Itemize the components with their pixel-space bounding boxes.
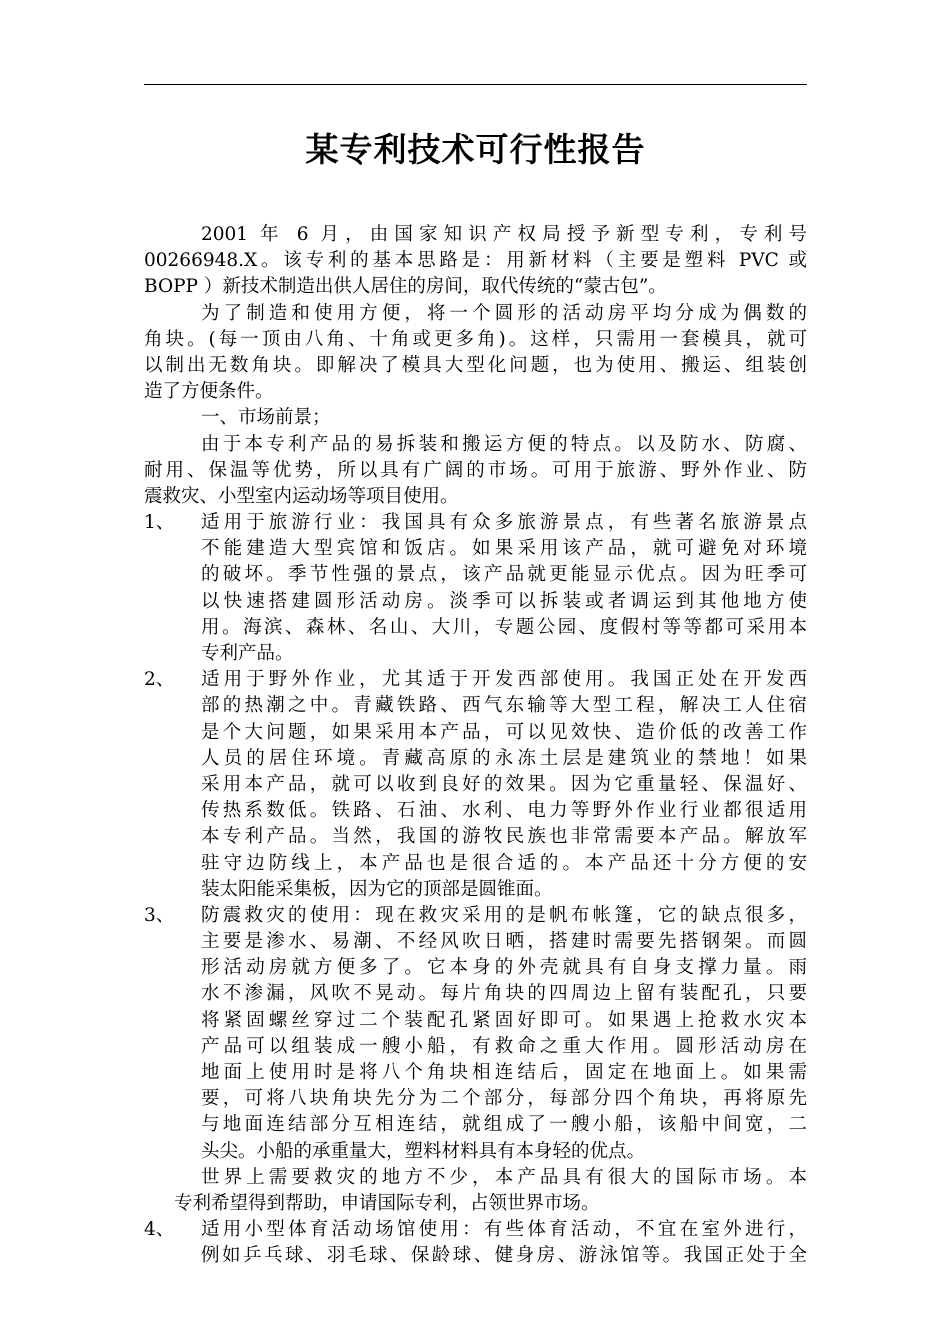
list-item-line: 驻守边防线上，本产品也是很合适的。本产品还十分方便的安 — [201, 852, 807, 874]
paragraph-line: 世界上需要救灾的地方不少，本产品具有很大的国际市场。本 — [201, 1166, 807, 1188]
list-item-text: 防震救灾的使用：现在救灾采用的是帆布帐篷，它的缺点很多， — [201, 904, 807, 926]
list-item-line: 与地面连结部分互相连结，就组成了一艘小船，该船中间宽，二 — [201, 1114, 807, 1136]
list-item-line: 头尖。小船的承重量大，塑料材料具有本身轻的优点。 — [201, 1140, 646, 1162]
paragraph-line: BOPP ）新技术制造出供人居住的房间，取代传统的“蒙古包”。 — [144, 276, 667, 298]
list-item-line: 要，可将八块角块先分为二个部分，每部分四个角块，再将原先 — [201, 1088, 807, 1110]
list-item-text: 适用于旅游行业：我国具有众多旅游景点，有些著名旅游景点 — [201, 512, 807, 534]
list-item-line: 部的热潮之中。青藏铁路、西气东输等大型工程，解决工人住宿 — [201, 695, 807, 717]
list-item-line — [144, 510, 807, 536]
list-item-line: 的破坏。季节性强的景点，该产品就更能显示优点。因为旺季可 — [201, 564, 807, 586]
paragraph-line: 震救灾、小型室内运动场等项目使用。 — [144, 485, 459, 507]
list-item-text: 适用于野外作业，尤其适于开发西部使用。我国正处在开发西 — [201, 669, 807, 691]
list-item-line: 将紧固螺丝穿过二个装配孔紧固好即可。如果遇上抢救水灾本 — [201, 1009, 807, 1031]
document-body — [144, 222, 807, 1270]
list-item-line: 人员的居住环境。青藏高原的永冻土层是建筑业的禁地！如果 — [201, 747, 807, 769]
document-title: 某专利技术可行性报告 — [305, 130, 646, 169]
list-item-line: 以快速搭建圆形活动房。淡季可以拆装或者调运到其他地方使 — [201, 590, 807, 612]
list-item-number: 2、 — [144, 669, 175, 691]
list-item-line: 例如乒乓球、羽毛球、保龄球、健身房、游泳馆等。我国正处于全 — [201, 1245, 807, 1267]
paragraph-line: 以制出无数角块。即解决了模具大型化问题，也为使用、搬运、组装创 — [144, 354, 807, 376]
list-item-text: 适用小型体育活动场馆使用：有些体育活动，不宜在室外进行， — [201, 1219, 807, 1241]
paragraph-line: 耐用、保温等优势，所以具有广阔的市场。可用于旅游、野外作业、防 — [144, 459, 807, 481]
list-item-line: 采用本产品，就可以收到良好的效果。因为它重量轻、保温好、 — [201, 773, 807, 795]
header-rule — [144, 84, 807, 85]
list-item-line: 产品可以组装成一艘小船，有救命之重大作用。圆形活动房在 — [201, 1035, 807, 1057]
list-item-line: 专利产品。 — [201, 643, 294, 664]
list-item-line: 传热系数低。铁路、石油、水利、电力等野外作业行业都很适用 — [201, 800, 807, 822]
list-item-line — [144, 667, 807, 693]
paragraph-line: 由于本专利产品的易拆装和搬运方便的特点。以及防水、防腐、 — [201, 433, 807, 455]
list-item-line: 是个大问题，如果采用本产品，可以见效快、造价低的改善工作 — [201, 721, 807, 743]
list-item-line: 本专利产品。当然，我国的游牧民族也非常需要本产品。解放军 — [201, 826, 807, 848]
list-item-number: 3、 — [144, 904, 175, 926]
paragraph-line: 00266948.X。该专利的基本思路是：用新材料（主要是塑料 PVC 或 — [144, 250, 807, 272]
list-item-line: 装太阳能采集板，因为它的顶部是圆锥面。 — [201, 878, 553, 900]
list-item-line: 不能建造大型宾馆和饭店。如果采用该产品，就可避免对环境 — [201, 538, 807, 560]
list-item-line — [144, 1217, 807, 1243]
list-item-number: 1、 — [144, 512, 175, 534]
list-item-line: 水不渗漏，风吹不晃动。每片角块的四周边上留有装配孔，只要 — [201, 983, 807, 1005]
list-item-line: 用。海滨、森林、名山、大川，专题公园、度假村等等都可采用本 — [201, 616, 807, 638]
list-item-line: 地面上使用时是将八个角块相连结后，固定在地面上。如果需 — [201, 1062, 807, 1083]
list-item-line: 主要是渗水、易潮、不经风吹日晒，搭建时需要先搭钢架。而圆 — [201, 931, 807, 953]
paragraph-line: 造了方便条件。 — [144, 381, 274, 403]
section-heading: 一、市场前景； — [201, 407, 331, 429]
paragraph-line: 专利希望得到帮助，申请国际专利，占领世界市场。 — [174, 1192, 600, 1214]
list-item-line: 形活动房就方便多了。它本身的外壳就具有自身支撑力量。雨 — [201, 957, 807, 979]
list-item-line — [144, 903, 807, 929]
list-item-number: 4、 — [144, 1219, 175, 1241]
paragraph-line: 角块。(每一顶由八角、十角或更多角)。这样，只需用一套模具，就可 — [144, 328, 807, 350]
paragraph-line: 为了制造和使用方便，将一个圆形的活动房平均分成为偶数的 — [201, 302, 807, 324]
paragraph-line: 2001 年 6 月，由国家知识产权局授予新型专利，专利号 — [201, 224, 807, 245]
